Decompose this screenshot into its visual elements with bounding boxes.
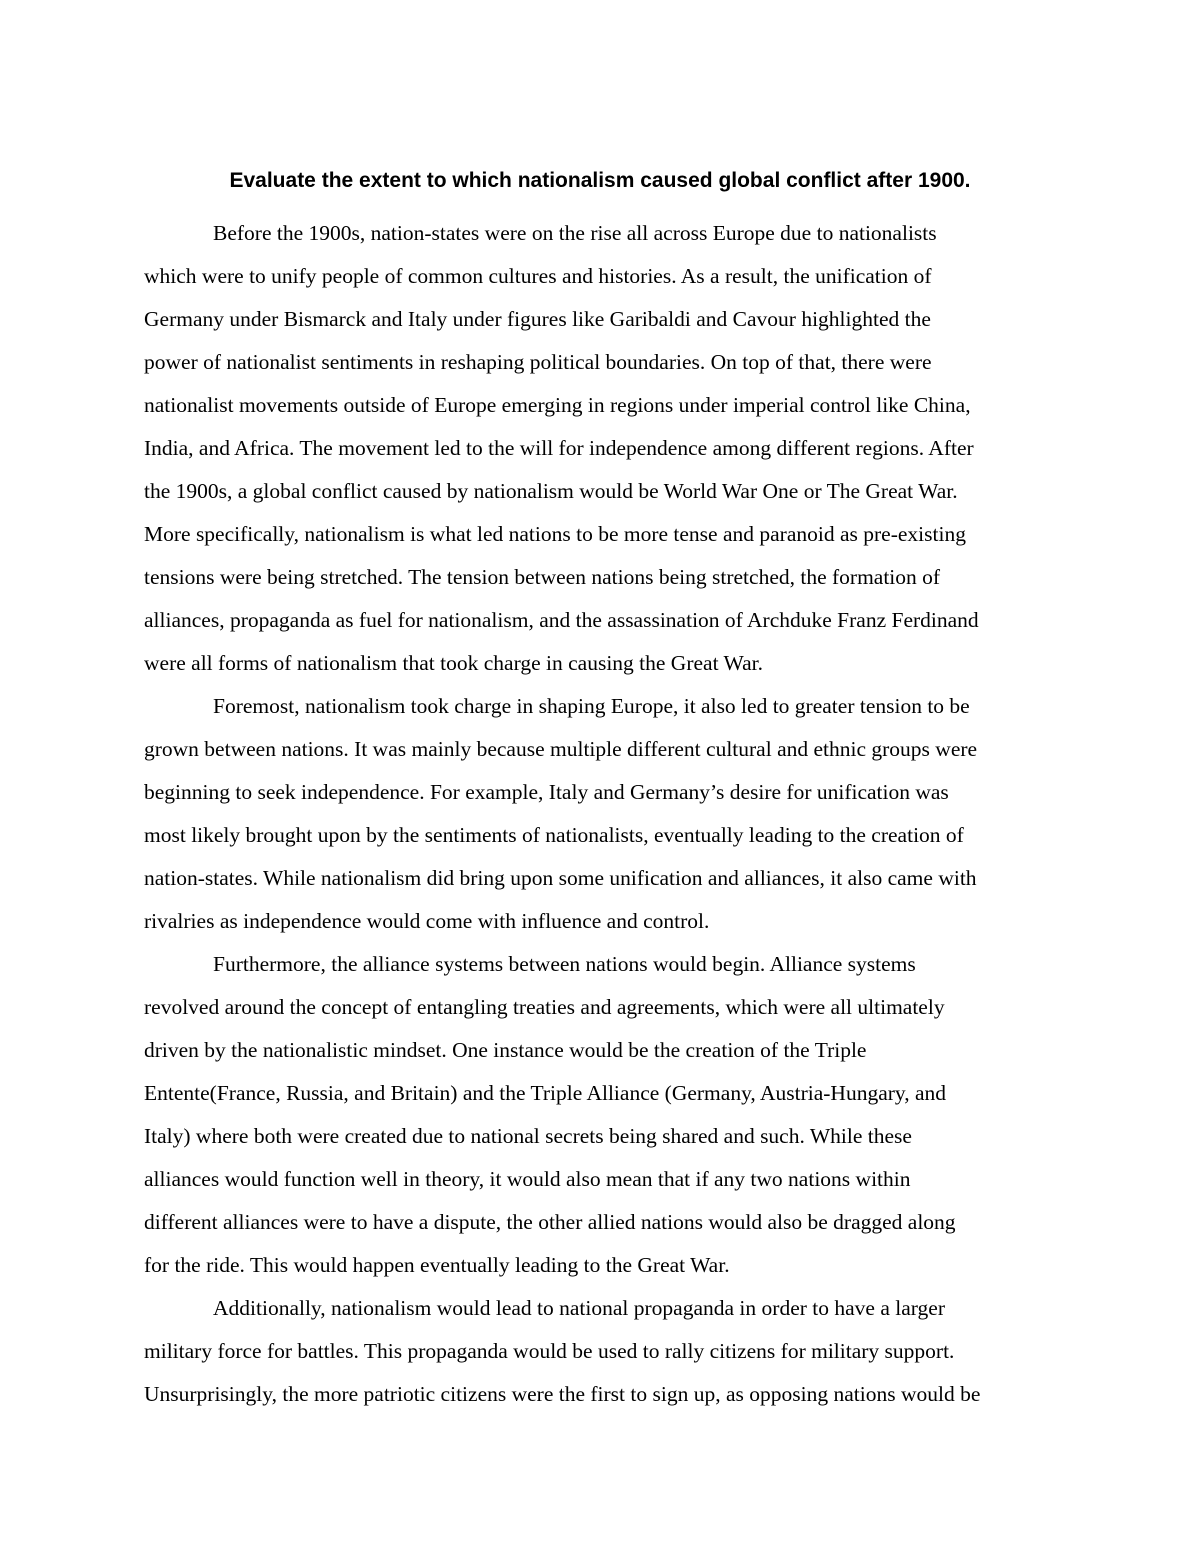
text-line: Unsurprisingly, the more patriotic citizens were the first to sign up, as opposing nations would be bbox=[144, 1382, 981, 1406]
text-line: Italy) where both were created due to national secrets being shared and such. While these bbox=[144, 1124, 912, 1148]
text-line: Furthermore, the alliance systems between nations would begin. Alliance systems bbox=[213, 952, 916, 976]
text-line: tensions were being stretched. The tension between nations being stretched, the formation of bbox=[144, 565, 941, 589]
text-line: revolved around the concept of entangling treaties and agreements, which were all ultimately bbox=[144, 995, 945, 1019]
document-title: Evaluate the extent to which nationalism caused global conflict after 1900. bbox=[229, 169, 971, 192]
text-line: beginning to seek independence. For example, Italy and Germany’s desire for unification was bbox=[144, 780, 949, 804]
text-line: driven by the nationalistic mindset. One instance would be the creation of the Triple bbox=[144, 1038, 867, 1062]
text-line: the 1900s, a global conflict caused by nationalism would be World War One or The Great War. bbox=[144, 479, 958, 503]
text-line: Foremost, nationalism took charge in shaping Europe, it also led to greater tension to be bbox=[213, 694, 970, 718]
text-line: were all forms of nationalism that took charge in causing the Great War. bbox=[144, 651, 763, 675]
text-line: Before the 1900s, nation-states were on the rise all across Europe due to nationalists bbox=[213, 221, 937, 245]
text-line: alliances would function well in theory, it would also mean that if any two nations within bbox=[144, 1167, 911, 1191]
text-line: alliances, propaganda as fuel for nationalism, and the assassination of Archduke Franz Ferdinand bbox=[144, 608, 979, 632]
text-line: India, and Africa. The movement led to the will for independence among different regions. After bbox=[144, 436, 974, 460]
text-line: power of nationalist sentiments in reshaping political boundaries. On top of that, there were bbox=[144, 350, 932, 374]
text-line: nation-states. While nationalism did bring upon some unification and alliances, it also came with bbox=[144, 866, 977, 890]
text-line: which were to unify people of common cultures and histories. As a result, the unification of bbox=[144, 264, 932, 288]
text-line: grown between nations. It was mainly because multiple different cultural and ethnic groups were bbox=[144, 737, 978, 761]
text-line: military force for battles. This propaganda would be used to rally citizens for military support. bbox=[144, 1339, 955, 1363]
text-line: nationalist movements outside of Europe emerging in regions under imperial control like China, bbox=[144, 393, 971, 417]
text-line: rivalries as independence would come with influence and control. bbox=[144, 909, 710, 933]
text-line: Germany under Bismarck and Italy under figures like Garibaldi and Cavour highlighted the bbox=[144, 307, 931, 331]
text-line: most likely brought upon by the sentiments of nationalists, eventually leading to the creation of bbox=[144, 823, 964, 847]
text-line: for the ride. This would happen eventually leading to the Great War. bbox=[144, 1253, 730, 1277]
text-line: Additionally, nationalism would lead to national propaganda in order to have a larger bbox=[213, 1296, 945, 1320]
text-line: Entente(France, Russia, and Britain) and the Triple Alliance (Germany, Austria-Hungary, and bbox=[144, 1081, 947, 1105]
text-line: different alliances were to have a dispute, the other allied nations would also be dragged along bbox=[144, 1210, 956, 1234]
text-line: More specifically, nationalism is what led nations to be more tense and paranoid as pre-existing bbox=[144, 522, 966, 546]
